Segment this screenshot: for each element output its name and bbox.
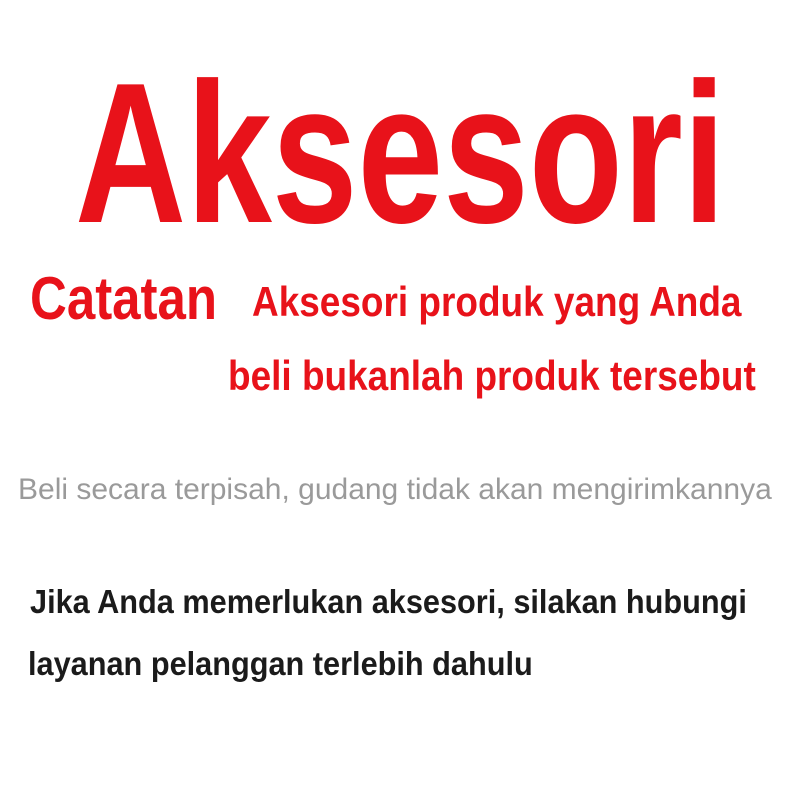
note-text-line-2: beli bukanlah produk tersebut — [228, 352, 756, 399]
contact-instruction-line-2: layanan pelanggan terlebih dahulu — [28, 645, 533, 682]
note-text-line-1: Aksesori produk yang Anda — [252, 278, 742, 325]
separate-purchase-warning: Beli secara terpisah, gudang tidak akan mengirimkannya — [18, 473, 772, 506]
notice-title: Aksesori — [75, 42, 726, 265]
contact-instruction-line-1: Jika Anda memerlukan aksesori, silakan hubungi — [30, 583, 747, 620]
note-label: Catatan — [30, 265, 218, 332]
